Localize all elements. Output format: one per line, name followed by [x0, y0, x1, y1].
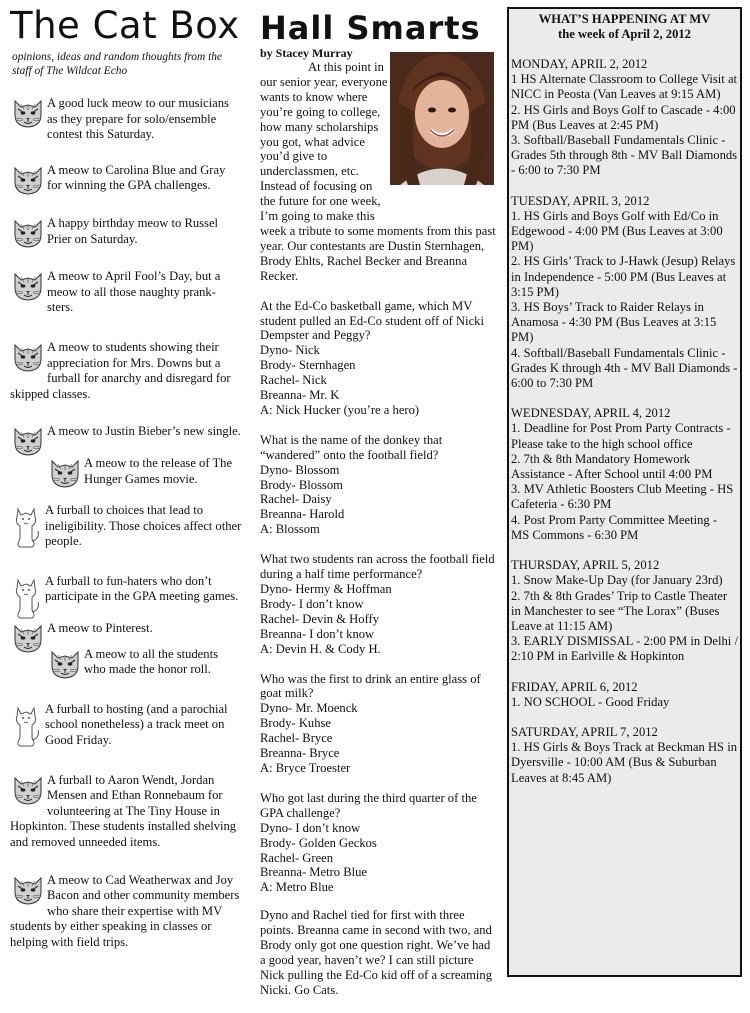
trivia-contestant-answer: Brody- I don’t know [260, 596, 364, 611]
schedule-day [511, 406, 738, 543]
schedule-event: 1. Snow Make-Up Day (for January 23rd) [511, 573, 723, 588]
portrait-image [390, 52, 494, 185]
cat-box-item-text: A good luck meow to our musicians as they prepare for solo/ensemble contest this Saturday. [47, 96, 229, 142]
schedule-event: 1. HS Girls and Boys Golf with Ed/Co in Edgewood - 4:00 PM (Bus Leaves at 3:00 PM) [511, 208, 723, 254]
trivia-contestant-answer: Brody- Sternhagen [260, 358, 356, 373]
schedule-event: 3. Softball/Baseball Fundamentals Clinic - Grades 5th through 8th - MV Ball Diamonds - 6:00 to 7:30 PM [511, 133, 738, 178]
cat-box-item-text: A meow to the release of The Hunger Games movie. [84, 455, 233, 486]
cat-box-item [10, 424, 242, 440]
happening-subtitle: the week of April 2, 2012 [558, 27, 691, 41]
cat-box-item [10, 216, 242, 247]
cat-box-item [10, 456, 242, 487]
schedule-event: 2. 7th & 8th Grades’ Trip to Castle Theater in Manchester to see “The Lorax” (Buses Leave at 11:15 AM) [511, 588, 728, 633]
happening-days [509, 57, 740, 786]
trivia-question-block [260, 299, 496, 418]
cat-box-item [10, 269, 242, 316]
cat-face-icon [12, 270, 44, 302]
trivia-contestant-answer: Dyno- Mr. Moenck [260, 701, 358, 716]
schedule-event: 1. HS Girls & Boys Track at Beckman HS in Dyersville - 10:00 AM (Bus & Suburban Leaves at 8:45 AM) [511, 740, 737, 785]
trivia-question-block [260, 672, 496, 776]
schedule-event: 3. HS Boys’ Track to Raider Relays in Anamosa - 4:30 PM (Bus Leaves at 3:15 PM) [511, 300, 717, 345]
cat-box-item [10, 340, 242, 402]
trivia-contestant-answer: Breanna- Bryce [260, 746, 340, 761]
schedule-day-heading: FRIDAY, APRIL 6, 2012 [511, 679, 638, 694]
hall-questions [260, 299, 496, 896]
schedule-day-heading: TUESDAY, APRIL 3, 2012 [511, 193, 650, 208]
trivia-correct-answer: A: Nick Hucker (you’re a hero) [260, 402, 420, 417]
schedule-event: 2. HS Girls and Boys Golf to Cascade - 4:00 PM (Bus Leaves at 2:45 PM) [511, 102, 736, 132]
cat-face-icon [12, 874, 44, 906]
trivia-correct-answer: A: Blossom [260, 522, 320, 537]
cat-face-icon [12, 341, 44, 373]
cat-box-item-text: A furball to choices that lead to ineligibility. Those choices affect other people. [45, 503, 242, 549]
hall-smarts-column [260, 0, 496, 1013]
cat-box-item-text: A meow to Pinterest. [47, 621, 153, 636]
cat-box-item [10, 702, 242, 749]
schedule-event: 2. 7th & 8th Mandatory Homework Assistance - After School until 4:00 PM [511, 451, 713, 482]
trivia-question: Who got last during the third quarter of the GPA challenge? [260, 790, 477, 820]
whats-happening-box [507, 7, 742, 977]
schedule-day-heading: WEDNESDAY, APRIL 4, 2012 [511, 406, 671, 421]
schedule-day [511, 57, 738, 179]
schedule-event: 4. Post Prom Party Committee Meeting - MS Commons - 6:30 PM [511, 512, 718, 542]
trivia-question-block [260, 552, 496, 656]
cat-box-item [10, 574, 242, 605]
schedule-event: 2. HS Girls’ Track to J-Hawk (Jesup) Relays in Independence - 5:00 PM (Bus Leaves at 3:15 PM) [511, 254, 736, 299]
schedule-day-heading: THURSDAY, APRIL 5, 2012 [511, 558, 660, 573]
trivia-contestant-answer: Breanna- Metro Blue [260, 865, 368, 880]
trivia-contestant-answer: Dyno- Hermy & Hoffman [260, 582, 392, 596]
cat-face-icon [12, 774, 44, 806]
hall-smarts-title: Hall Smarts [260, 9, 481, 47]
happening-title: WHAT’S HAPPENING AT MV [538, 12, 711, 26]
trivia-contestant-answer: Dyno- Blossom [260, 462, 340, 477]
furball-cat-icon [12, 576, 42, 620]
cat-box-item [10, 503, 242, 550]
byline: by Stacey Murray [260, 46, 353, 60]
trivia-correct-answer: A: Metro Blue [260, 880, 334, 895]
schedule-day-heading: SATURDAY, APRIL 7, 2012 [511, 724, 658, 739]
cat-box-items [10, 96, 242, 951]
trivia-contestant-answer: Breanna- Mr. K [260, 388, 340, 403]
furball-cat-icon [12, 505, 42, 549]
cat-face-icon [49, 648, 81, 680]
cat-face-icon [12, 97, 44, 129]
cat-face-icon [12, 425, 44, 457]
cat-box-column [10, 0, 242, 951]
schedule-day [511, 194, 738, 392]
trivia-contestant-answer: Rachel- Bryce [260, 731, 333, 746]
trivia-question-block [260, 791, 496, 895]
schedule-event: 1 HS Alternate Classroom to College Visit at NICC in Peosta (Van Leaves at 9:15 AM) [511, 72, 738, 102]
trivia-contestant-answer: Breanna- Harold [260, 507, 345, 522]
trivia-correct-answer: A: Bryce Troester [260, 760, 351, 775]
schedule-event: 3. EARLY DISMISSAL - 2:00 PM in Delhi / 2:10 PM in Earlville & Hopkinton [511, 634, 738, 664]
trivia-contestant-answer: Brody- Kuhse [260, 716, 332, 731]
schedule-day [511, 680, 738, 710]
schedule-event: 4. Softball/Baseball Fundamentals Clinic - Grades K through 4th - MV Ball Diamonds - 6:00 to 7:30 PM [511, 345, 738, 391]
cat-box-item-text: A meow to Carolina Blue and Gray for winning the GPA challenges. [47, 162, 226, 193]
cat-box-item-text: A furball to fun-haters who don’t participate in the GPA meeting games. [45, 573, 239, 604]
trivia-contestant-answer: Brody- Golden Geckos [260, 835, 377, 850]
trivia-contestant-answer: Rachel- Daisy [260, 492, 332, 507]
cat-box-item-text: A meow to April Fool’s Day, but a meow to all those naughty prank-sters. [47, 269, 221, 315]
trivia-contestant-answer: Breanna- I don’t know [260, 626, 375, 641]
schedule-day [511, 558, 738, 664]
trivia-contestant-answer: Dyno- I don’t know [260, 820, 361, 835]
hall-smarts-body [260, 60, 496, 998]
trivia-contestant-answer: Rachel- Devin & Hoffy [260, 611, 380, 626]
trivia-correct-answer: A: Devin H. & Cody H. [260, 641, 381, 656]
cat-face-icon [12, 217, 44, 249]
trivia-question: What two students ran across the football field during a half time performance? [260, 552, 495, 582]
cat-box-item-text: A happy birthday meow to Russel Prier on Saturday. [47, 215, 219, 246]
schedule-day [511, 725, 738, 786]
schedule-day-heading: MONDAY, APRIL 2, 2012 [511, 57, 648, 71]
cat-box-item-text: A meow to Justin Bieber’s new single. [47, 424, 241, 439]
cat-box-item-text: A meow to all the students who made the honor roll. [84, 646, 218, 677]
cat-box-item [10, 773, 242, 851]
hall-intro-text: At this point in our senior year, everyone wants to know where you’re going to college, how many scholarships you got, what advice you’d give to underclassmen, etc. Instead of focusing on the future for one week, I’m going to make this week a tribute to some moments from this past year. Our contestants are Dustin Sternhagen, Brody Ehlts, Rachel Becker and Breanna Recker. [260, 60, 496, 283]
schedule-event: 1. Deadline for Post Prom Party Contracts - Please take to the high school office [511, 421, 731, 451]
cat-box-item [10, 647, 242, 678]
trivia-contestant-answer: Brody- Blossom [260, 477, 343, 492]
trivia-question: At the Ed-Co basketball game, which MV student pulled an Ed-Co student off of Nicki Dempster and Peggy? [260, 298, 484, 343]
trivia-contestant-answer: Dyno- Nick [260, 343, 320, 358]
trivia-question: What is the name of the donkey that “wandered” onto the football field? [260, 432, 443, 462]
trivia-question: Who was the first to drink an entire glass of goat milk? [260, 671, 481, 701]
furball-cat-icon [12, 704, 42, 748]
cat-box-item [10, 873, 242, 951]
cat-box-item [10, 96, 242, 143]
cat-box-item [10, 621, 242, 637]
cat-face-icon [49, 457, 81, 489]
schedule-event: 3. MV Athletic Boosters Club Meeting - HS Cafeteria - 6:30 PM [511, 482, 734, 512]
trivia-contestant-answer: Rachel- Green [260, 850, 334, 865]
cat-box-item-text: A meow to Cad Weatherwax and Joy Bacon and other community members who share their expertise with MV students by either speaking in classes or helping with field trips. [10, 872, 240, 949]
trivia-question-block [260, 433, 496, 537]
cat-box-title: The Cat Box [10, 4, 240, 47]
cat-box-item [10, 163, 242, 194]
hall-closing: Dyno and Rachel tied for first with three points. Breanna came in second with two, and Brody only got one question right. We’ve had a good year, haven’t we? I can still picture Nick pulling the Ed-Co kid off of a screaming Nicki. Go Cats. [260, 908, 493, 997]
cat-box-item-text: A meow to students showing their appreciation for Mrs. Downs but a furball for anarchy and disregard for skipped classes. [10, 339, 231, 401]
cat-face-icon [12, 164, 44, 196]
cat-box-tagline: opinions, ideas and random thoughts from the staff of The Wildcat Echo [12, 51, 222, 77]
schedule-event: 1. NO SCHOOL - Good Friday [511, 694, 670, 709]
author-photo [390, 52, 494, 185]
cat-box-item-text: A furball to hosting (and a parochial school nonetheless) a track meet on Good Friday. [45, 701, 228, 748]
cat-box-item-text: A furball to Aaron Wendt, Jordan Mensen and Ethan Ronnebaum for volunteering at The Tiny House in Hopkinton. These students installed shelving and removed unneeded items. [10, 772, 237, 849]
trivia-contestant-answer: Rachel- Nick [260, 373, 327, 388]
